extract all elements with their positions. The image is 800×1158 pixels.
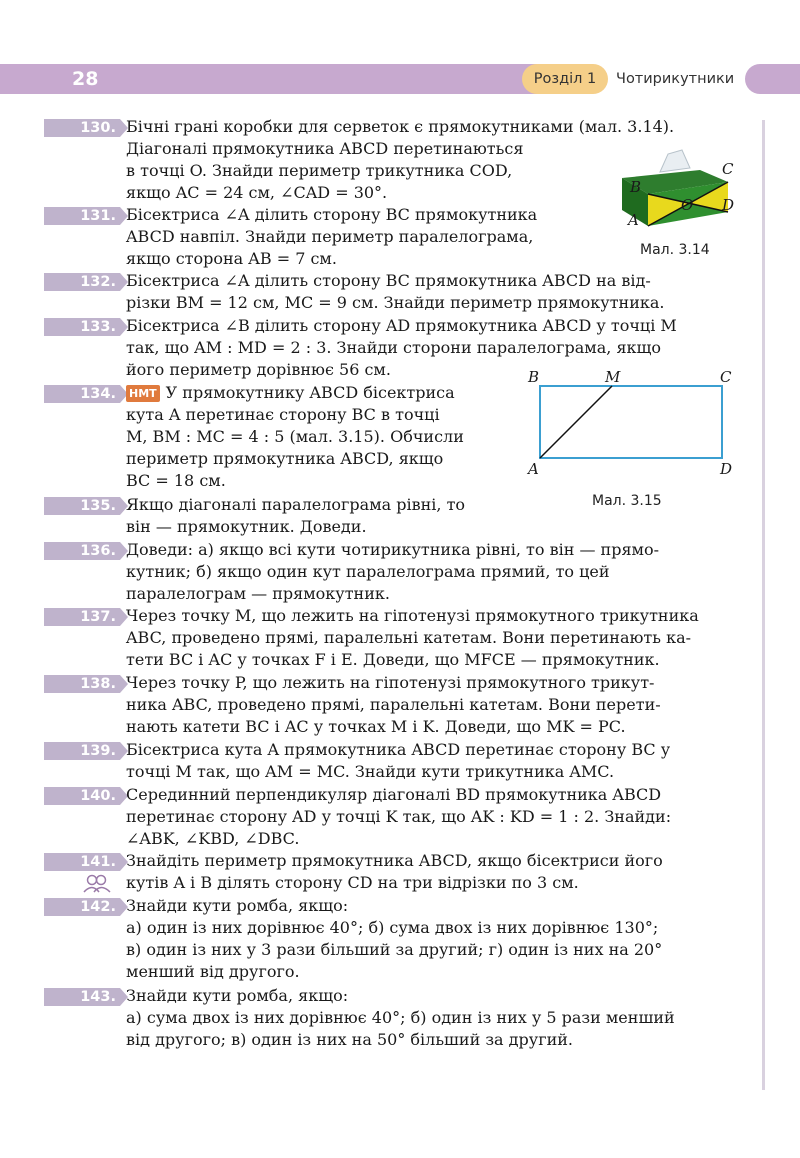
text-line: якщо сторона AB = 7 см. — [126, 249, 337, 268]
problem-141 — [44, 850, 744, 894]
fig315-caption: Мал. 3.15 — [592, 493, 662, 509]
text-line: різки BM = 12 см, MC = 9 см. Знайди периметр прямокутника. — [126, 293, 665, 312]
header-band-right — [745, 64, 800, 94]
problem-number: 141. — [44, 853, 120, 871]
problem-131 — [44, 204, 744, 270]
problem-132 — [44, 270, 744, 314]
text-line: кута A перетинає сторону BC в точці — [126, 405, 440, 424]
fig315-label-m: M — [605, 368, 621, 386]
text-line: Серединний перпендикуляр діагоналі BD прямокутника ABCD — [126, 785, 662, 804]
text-line: точці M так, що AM = MC. Знайди кути трикутника AMC. — [126, 762, 615, 781]
problem-number: 138. — [44, 675, 120, 693]
problem-text — [126, 784, 736, 850]
problem-136 — [44, 539, 744, 605]
text-line: Доведи: а) якщо всі кути чотирикутника рівні, то він — прямо- — [126, 540, 660, 559]
text-line: Якщо діагоналі паралелограма рівні, то — [126, 495, 466, 514]
problem-text — [126, 850, 736, 894]
pair-work-icon — [82, 874, 112, 894]
section-label: Розділ 1 — [522, 64, 608, 94]
problem-text — [126, 672, 736, 738]
text-line: якщо AC = 24 см, ∠CAD = 30°. — [126, 183, 388, 202]
text-line: Бічні грані коробки для серветок є прямокутниками (мал. 3.14). — [126, 117, 675, 136]
text-line: від другого; в) один із них на 50° більший за другий. — [126, 1030, 573, 1049]
text-line: Бісектриса ∠A ділить сторону BC прямокутника ABCD на від- — [126, 271, 651, 290]
text-line: периметр прямокутника ABCD, якщо — [126, 449, 444, 468]
text-line: Знайдіть периметр прямокутника ABCD, якщо бісектриси його — [126, 851, 663, 870]
problem-number: 132. — [44, 273, 120, 291]
problem-135 — [44, 494, 744, 538]
problem-text — [126, 895, 736, 983]
text-line: а) сума двох із них дорівнює 40°; б) один із них у 5 рази менший — [126, 1008, 675, 1027]
text-line: паралелограм — прямокутник. — [126, 584, 390, 603]
text-line: його периметр дорівнює 56 см. — [126, 360, 391, 379]
text-line: ABC, проведено прямі, паралельні катетам. Вони перетинають ка- — [126, 628, 692, 647]
problem-137 — [44, 605, 744, 671]
page-header — [0, 64, 800, 94]
problem-139 — [44, 739, 744, 783]
problem-text — [126, 539, 736, 605]
problem-134 — [44, 382, 744, 492]
text-line: а) один із них дорівнює 40°; б) сума двох із них дорівнює 130°; — [126, 918, 659, 937]
text-line: менший від другого. — [126, 962, 300, 981]
fig314-caption: Мал. 3.14 — [640, 242, 710, 258]
text-line: ABCD навпіл. Знайди периметр паралелограма, — [126, 227, 534, 246]
fig314-label-c: C — [722, 160, 734, 178]
text-line: Знайди кути ромба, якщо: — [126, 986, 349, 1005]
text-line: кутник; б) якщо один кут паралелограма прямий, то цей — [126, 562, 610, 581]
text-line: тети BC і AC у точках F і E. Доведи, що MFCE — прямокутник. — [126, 650, 660, 669]
problem-text — [126, 985, 736, 1051]
problem-text — [126, 270, 736, 314]
chapter-title: Чотирикутники — [608, 64, 800, 94]
problem-140 — [44, 784, 744, 850]
problem-text — [126, 605, 736, 671]
text-line: Знайди кути ромба, якщо: — [126, 896, 349, 915]
fig314-label-a: A — [628, 211, 639, 229]
text-line: Бісектриса ∠A ділить сторону BC прямокутника — [126, 205, 538, 224]
problem-number: 139. — [44, 742, 120, 760]
text-span: У прямокутнику ABCD бісектриса — [165, 383, 455, 402]
text-line: ника ABC, проведено прямі, паралельні катетам. Вони перети- — [126, 695, 661, 714]
problem-number: 133. — [44, 318, 120, 336]
text-line: перетинає сторону AD у точці K так, що AK : KD = 1 : 2. Знайди: — [126, 807, 672, 826]
problem-text — [126, 315, 736, 381]
text-line: Діагоналі прямокутника ABCD перетинаються — [126, 139, 524, 158]
problem-text — [126, 494, 506, 538]
problem-number: 134. — [44, 385, 120, 403]
margin-rule — [762, 120, 765, 1090]
fig315-label-d: D — [720, 460, 733, 478]
text-line: кутів A і B ділять сторону CD на три відрізки по 3 см. — [126, 873, 579, 892]
page-number: 28 — [72, 68, 99, 90]
text-line: в) один із них у 3 рази більший за другий; г) один із них на 20° — [126, 940, 663, 959]
fig314-label-o: O — [681, 196, 694, 214]
text-line: він — прямокутник. Доведи. — [126, 517, 367, 536]
problem-text — [126, 382, 506, 492]
text-line: в точці O. Знайди периметр трикутника COD, — [126, 161, 513, 180]
problem-number: 136. — [44, 542, 120, 560]
fig315-label-b: B — [528, 368, 540, 386]
text-line: Бісектриса кута A прямокутника ABCD перетинає сторону BC у — [126, 740, 671, 759]
problem-number: 135. — [44, 497, 120, 515]
fig315-label-a: A — [528, 460, 539, 478]
text-line: M, BM : MC = 4 : 5 (мал. 3.15). Обчисли — [126, 427, 464, 446]
text-line: BC = 18 см. — [126, 471, 226, 490]
problem-text — [126, 739, 736, 783]
problem-143 — [44, 985, 744, 1051]
fig314-label-d: D — [722, 196, 735, 214]
problem-number: 130. — [44, 119, 120, 137]
text-line: ∠ABK, ∠KBD, ∠DBC. — [126, 829, 300, 848]
problem-number: 131. — [44, 207, 120, 225]
nmt-badge: НМТ — [126, 385, 160, 402]
problem-number: 142. — [44, 898, 120, 916]
problem-133 — [44, 315, 744, 381]
problem-number: 140. — [44, 787, 120, 805]
text-line: нають катети BC і AC у точках M і K. Доведи, що MK = PC. — [126, 717, 626, 736]
text-line: Через точку M, що лежить на гіпотенузі прямокутного трикутника — [126, 606, 699, 625]
fig314-label-b: B — [630, 178, 642, 196]
text-line: Через точку P, що лежить на гіпотенузі прямокутного трикут- — [126, 673, 655, 692]
problem-142 — [44, 895, 744, 983]
text-line — [126, 382, 506, 404]
problem-number: 137. — [44, 608, 120, 626]
problem-138 — [44, 672, 744, 738]
fig315-label-c: C — [720, 368, 732, 386]
problem-text — [126, 204, 596, 270]
text-line: Бісектриса ∠B ділить сторону AD прямокутника ABCD у точці M — [126, 316, 677, 335]
problem-number: 143. — [44, 988, 120, 1006]
text-line: так, що AM : MD = 2 : 3. Знайди сторони паралелограма, якщо — [126, 338, 662, 357]
